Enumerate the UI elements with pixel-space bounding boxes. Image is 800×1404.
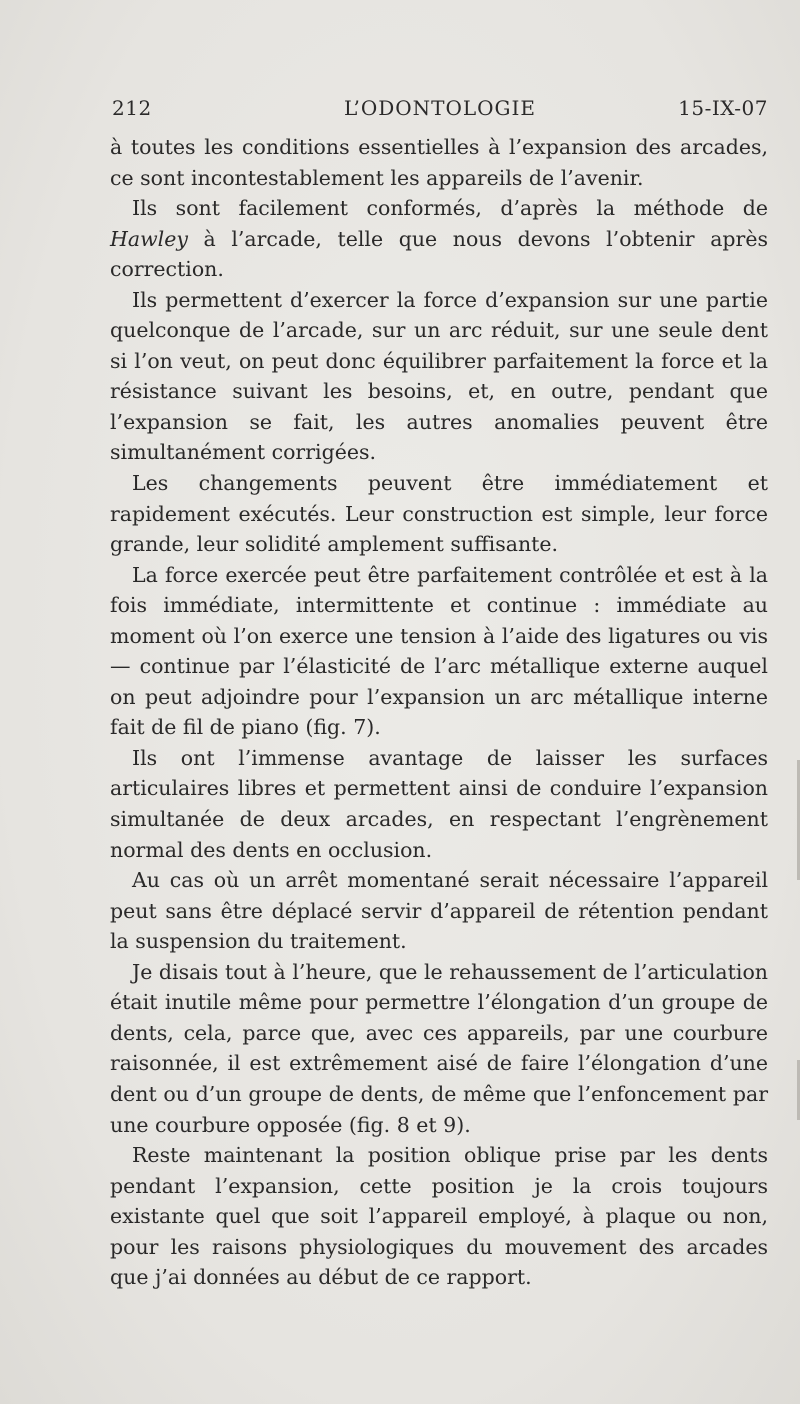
issue-date: 15-IX-07 (678, 96, 768, 120)
paragraph-text: Ils sont facilement conformés, d’après la méthode de (132, 196, 768, 221)
author-name-italic: Hawley (110, 226, 188, 251)
running-title: L’ODONTOLOGIE (343, 96, 537, 120)
paragraph-text: Les changements peuvent être immédiatement et rapidement exécutés. Leur construction est simple, leur force grande, leur solidité amplement suffisante. (110, 471, 768, 557)
paragraph (110, 193, 768, 285)
paragraph-text: Reste maintenant la position oblique prise par les dents pendant l’expansion, cette position je la crois toujours existante quel que soit l’appareil employé, à plaque ou non, pour les raisons physiologiques du mouvement des arcades que j’ai données au début de ce rapport. (110, 1143, 768, 1290)
paragraph-text: à toutes les conditions essentielles à l’expansion des arcades, ce sont incontestablement les appareils de l’avenir. (110, 135, 768, 190)
paragraph-text: Ils permettent d’exercer la force d’expansion sur une partie quelconque de l’arcade, sur un arc réduit, sur une seule dent si l’on veut, on peut donc équilibrer parfaitement la force et la résistance suivant les besoins, et, en outre, pendant que l’expansion se fait, les autres anomalies peuvent être simultanément corrigées. (110, 287, 768, 465)
page-header (112, 96, 768, 126)
paragraph (110, 468, 768, 560)
paragraph-text: La force exercée peut être parfaitement contrôlée et est à la fois immédiate, intermittente et continue : immédiate au moment où l’on exerce une tension à l’aide des ligatures ou vis — continue par l’élasticité de l’arc métallique externe auquel on peut adjoindre pour l’expansion un arc métallique interne fait de fil de piano (fig. 7). (110, 562, 768, 740)
paragraph (110, 865, 768, 957)
paragraph-text: Au cas où un arrêt momentané serait nécessaire l’appareil peut sans être déplacé servir d’appareil de rétention pendant la suspension du traitement. (110, 868, 768, 954)
paragraph-text: Ils ont l’immense avantage de laisser les surfaces articulaires libres et permettent ainsi de conduire l’expansion simultanée de deux arcades, en respectant l’engrènement normal des dents en occlusion. (110, 745, 768, 862)
paragraph (110, 957, 768, 1140)
paragraph (110, 743, 768, 865)
paragraph-text: Je disais tout à l’heure, que le rehaussement de l’articulation était inutile même pour permettre l’élongation d’un groupe de dents, cela, parce que, avec ces appareils, par une courbure raisonnée, il est extrêmement aisé de faire l’élongation d’une dent ou d’un groupe de dents, de même que l’enfoncement par une courbure opposée (fig. 8 et 9). (110, 959, 768, 1137)
paragraph (110, 1140, 768, 1293)
paragraph (110, 560, 768, 743)
paragraph-text: à l’arcade, telle que nous devons l’obtenir après correction. (110, 226, 768, 282)
page-number: 212 (112, 96, 152, 120)
paragraph (110, 285, 768, 468)
page-body (110, 132, 768, 1293)
paragraph-continued (110, 132, 768, 193)
